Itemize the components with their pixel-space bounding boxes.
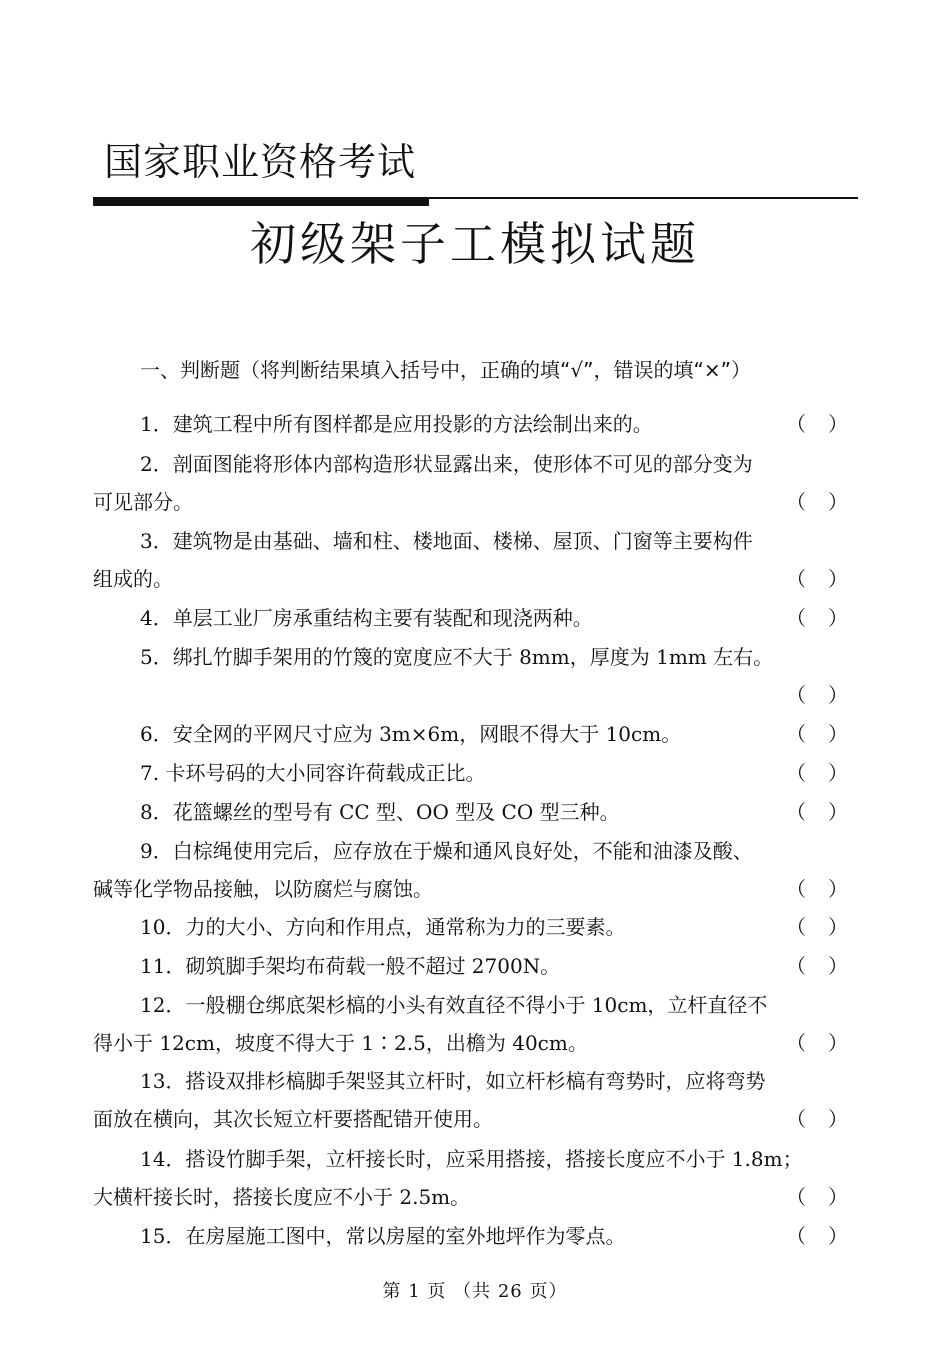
answer-blank[interactable] [786,682,848,708]
question-text: 2．剖面图能将形体内部构造形状显露出来，使形体不可见的部分变为 [140,452,753,476]
answer-blank-open: （ [786,761,806,785]
page-footer: 第 1 页 （共 26 页） [382,1281,568,1302]
question-text-continued: 碱等化学物品接触，以防腐烂与腐蚀。 [93,877,433,901]
answer-blank-close: ） [828,954,848,978]
answer-blank-open: （ [786,877,806,901]
answer-blank[interactable] [786,760,848,786]
exam-name: 国家职业资格考试 [104,140,417,184]
answer-blank[interactable] [786,799,848,825]
answer-blank-open: （ [786,1107,806,1131]
page-title: 初级架子工模拟试题 [250,217,700,271]
answer-blank-close: ） [828,1107,848,1131]
question-text: 7. 卡环号码的大小同容许荷载成正比。 [140,761,486,785]
question-text-continued: 面放在横向，其次长短立杆要搭配错开使用。 [93,1107,493,1131]
answer-blank-open: （ [786,954,806,978]
question-text: 5．绑扎竹脚手架用的竹篾的宽度应不大于 8mm，厚度为 1mm 左右。 [140,645,774,669]
answer-blank-open: （ [786,1031,806,1055]
answer-blank[interactable] [786,411,848,437]
answer-blank-close: ） [828,567,848,591]
answer-blank-open: （ [786,567,806,591]
answer-blank[interactable] [786,721,848,747]
section-heading: 一、判断题（将判断结果填入括号中，正确的填“√”，错误的填“×”） [140,358,751,382]
answer-blank[interactable] [786,1030,848,1056]
answer-blank[interactable] [786,876,848,902]
answer-blank-open: （ [786,915,806,939]
question-text: 12．一般棚仓绑底架杉槁的小头有效直径不得小于 10cm，立杆直径不 [140,993,768,1017]
answer-blank-open: （ [786,490,806,514]
answer-blank-open: （ [786,1224,806,1248]
answer-blank-close: ） [828,606,848,630]
answer-blank[interactable] [786,914,848,940]
answer-blank-close: ） [828,1031,848,1055]
question-text: 15．在房屋施工图中，常以房屋的室外地坪作为零点。 [140,1224,626,1248]
answer-blank-close: ） [828,490,848,514]
header-rule-thin [429,197,858,199]
question-text: 4．单层工业厂房承重结构主要有装配和现浇两种。 [140,606,593,630]
question-text-continued: 组成的。 [93,567,173,591]
answer-blank-close: ） [828,800,848,824]
answer-blank-open: （ [786,1185,806,1209]
header-rule-thick [93,197,429,206]
answer-blank-open: （ [786,683,806,707]
answer-blank[interactable] [786,566,848,592]
question-text: 10．力的大小、方向和作用点，通常称为力的三要素。 [140,915,626,939]
answer-blank-open: （ [786,606,806,630]
answer-blank-close: ） [828,683,848,707]
question-text: 13．搭设双排杉槁脚手架竖其立杆时，如立杆杉槁有弯势时，应将弯势 [140,1069,766,1093]
answer-blank-open: （ [786,800,806,824]
answer-blank-close: ） [828,915,848,939]
question-text: 8．花篮螺丝的型号有 CC 型、OO 型及 CO 型三种。 [140,800,620,824]
answer-blank[interactable] [786,489,848,515]
question-text: 3．建筑物是由基础、墙和柱、楼地面、楼梯、屋顶、门窗等主要构件 [140,529,753,553]
question-text-continued: 得小于 12cm，坡度不得大于 1∶2.5，出檐为 40cm。 [93,1031,588,1055]
answer-blank[interactable] [786,1223,848,1249]
question-text-continued: 可见部分。 [93,490,193,514]
question-text: 11．砌筑脚手架均布荷载一般不超过 2700N。 [140,954,561,978]
question-text-continued: 大横杆接长时，搭接长度应不小于 2.5m。 [93,1185,471,1209]
answer-blank[interactable] [786,953,848,979]
answer-blank-close: ） [828,877,848,901]
answer-blank-close: ） [828,1224,848,1248]
answer-blank-close: ） [828,1185,848,1209]
question-text: 9．白棕绳使用完后，应存放在于燥和通风良好处，不能和油漆及酸、 [140,839,753,863]
answer-blank-open: （ [786,412,806,436]
question-text: 14．搭设竹脚手架，立杆接长时，应采用搭接，搭接长度应不小于 1.8m； [140,1147,803,1171]
answer-blank-close: ） [828,412,848,436]
answer-blank[interactable] [786,605,848,631]
answer-blank-open: （ [786,722,806,746]
question-text: 6．安全网的平网尺寸应为 3m×6m，网眼不得大于 10cm。 [140,722,682,746]
answer-blank[interactable] [786,1106,848,1132]
answer-blank-close: ） [828,722,848,746]
question-text: 1．建筑工程中所有图样都是应用投影的方法绘制出来的。 [140,412,653,436]
answer-blank-close: ） [828,761,848,785]
answer-blank[interactable] [786,1184,848,1210]
